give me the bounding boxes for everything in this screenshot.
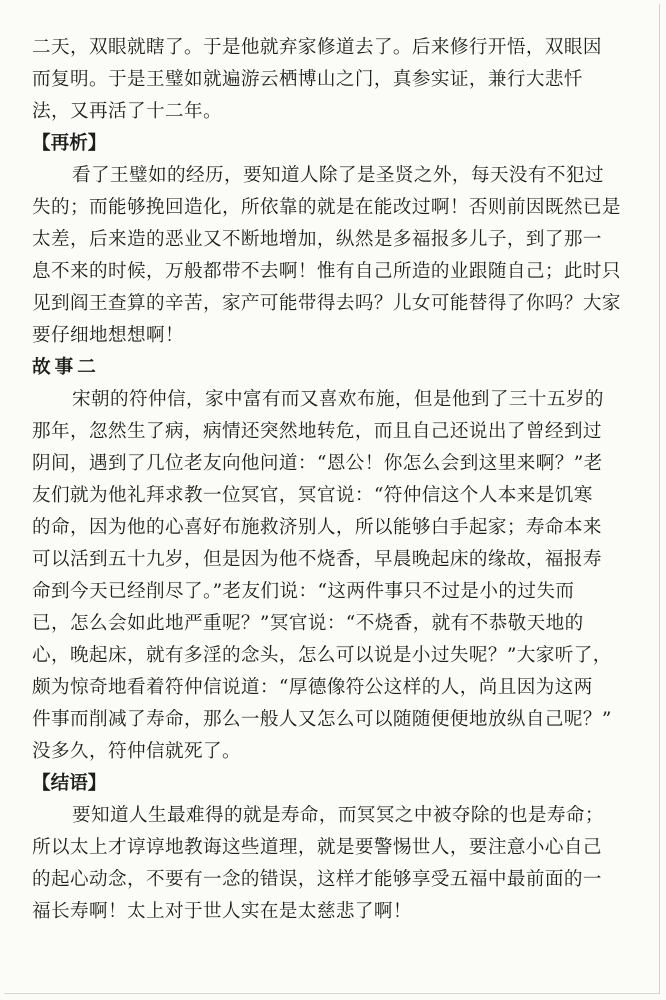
text-line: 息不来的时候，万般都带不去啊！惟有自己所造的业跟随自己；此时只 <box>32 261 621 282</box>
text-line: 命到今天已经削尽了。”老友们说：“这两件事只不过是小的过失而 <box>32 581 575 602</box>
text-line: 的命，因为他的心喜好布施救济别人，所以能够白手起家；寿命本来 <box>32 517 602 538</box>
text-line: 友们就为他礼拜求教一位冥官，冥官说：“符仲信这个人本来是饥寒 <box>32 485 593 506</box>
text-line: 失的；而能够挽回造化，所依靠的就是在能改过啊！否则前因既然已是 <box>32 197 621 218</box>
text-line: 阴间，遇到了几位老友向他问道：“恩公！你怎么会到这里来啊？”老 <box>32 453 603 474</box>
intro-paragraph <box>32 32 652 128</box>
reanalysis-heading: 【再析】 <box>32 133 107 154</box>
story-two-title: 故事二 <box>32 357 100 378</box>
text-line: 没多久，符仲信就死了。 <box>32 741 241 762</box>
text-line: 福长寿啊！太上对于世人实在是太慈悲了啊！ <box>32 901 412 922</box>
text-line: 件事而削减了寿命，那么一般人又怎么可以随随便便地放纵自己呢？” <box>32 709 612 730</box>
text-line: 心，晚起床，就有多淫的念头，怎么可以说是小过失呢？”大家听了， <box>32 645 612 666</box>
text-line: 颇为惊奇地看着符仲信说道：“厚德像符公这样的人，尚且因为这两 <box>32 677 593 698</box>
text-line: 已，怎么会如此地严重呢？”冥官说：“不烧香，就有不恭敬天地的 <box>32 613 584 634</box>
text-line: 那年，忽然生了病，病情还突然地转危，而且自己还说出了曾经到过 <box>32 421 602 442</box>
story-two-paragraph <box>32 384 652 768</box>
text-line: 要仔细地想想啊！ <box>32 325 184 346</box>
text-line: 可以活到五十九岁，但是因为他不烧香，早晨晚起床的缘故，福报寿 <box>32 549 602 570</box>
conclusion-paragraph <box>32 800 652 928</box>
text-line: 太差，后来造的恶业又不断地增加，纵然是多福报多儿子，到了那一 <box>32 229 602 250</box>
text-line: 要知道人生最难得的就是寿命，而冥冥之中被夺除的也是寿命； <box>72 805 604 826</box>
document-body <box>32 32 652 928</box>
text-line: 所以太上才谆谆地教诲这些道理，就是要警惕世人，要注意小心自己 <box>32 837 602 858</box>
reanalysis-paragraph <box>32 160 652 352</box>
text-line: 宋朝的符仲信，家中富有而又喜欢布施，但是他到了三十五岁的 <box>72 389 604 410</box>
text-line: 法，又再活了十二年。 <box>32 101 222 122</box>
text-line: 见到阎王查算的辛苦，家产可能带得去吗？儿女可能替得了你吗？大家 <box>32 293 621 314</box>
text-line: 的起心动念，不要有一念的错误，这样才能够享受五福中最前面的一 <box>32 869 602 890</box>
text-line: 而复明。于是王璧如就遍游云栖博山之门，真参实证，兼行大悲忏 <box>32 69 583 90</box>
text-line: 看了王璧如的经历，要知道人除了是圣贤之外，每天没有不犯过 <box>72 165 604 186</box>
conclusion-heading: 【结语】 <box>32 773 107 794</box>
text-line: 二天，双眼就瞎了。于是他就弃家修道去了。后来修行开悟，双眼因 <box>32 37 602 58</box>
